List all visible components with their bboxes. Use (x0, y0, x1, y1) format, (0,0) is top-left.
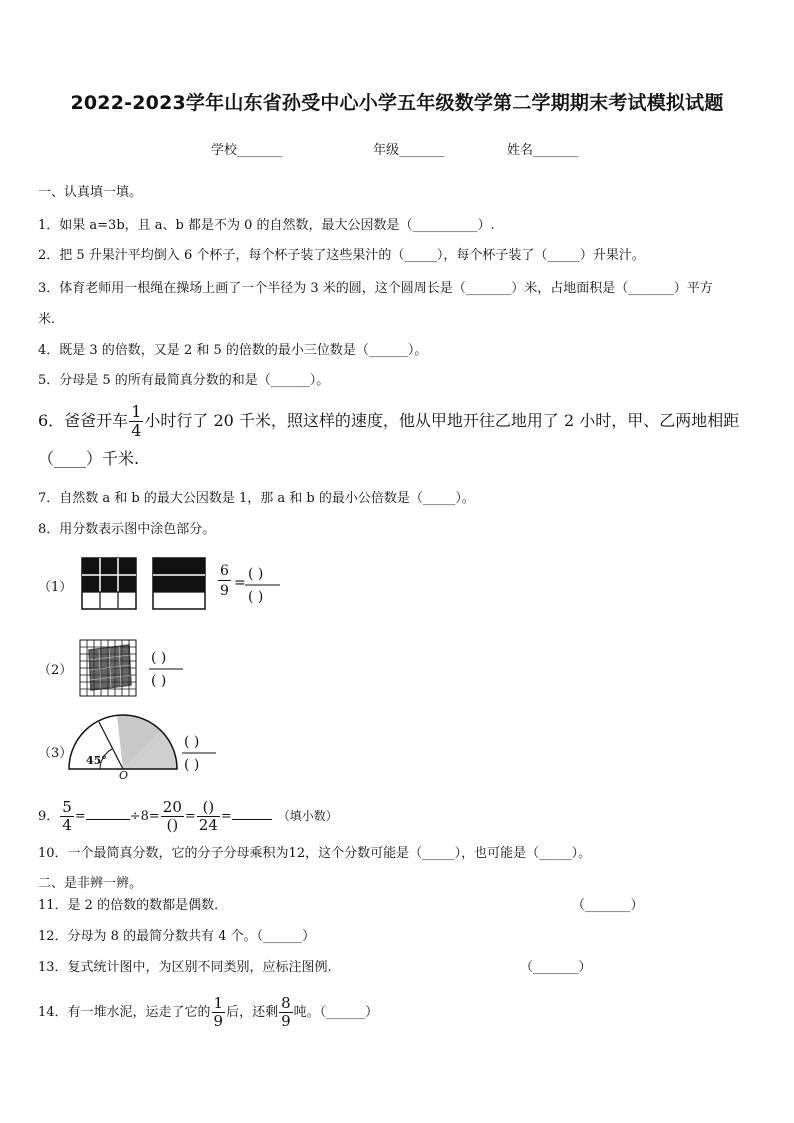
q9-f3-num[interactable]: () (197, 800, 220, 817)
question-8: 8．用分数表示图中涂色部分。 (38, 522, 216, 537)
q9-f1-num: 5 (62, 798, 72, 816)
q13-answer-blank[interactable]: （_______） (520, 960, 592, 975)
section-2-heading: 二、是非辨一辨。 (38, 876, 143, 891)
q14-f1-den: 9 (213, 1012, 224, 1030)
q8-1-equals: = (234, 575, 246, 591)
question-6-line-2: （____）千米. (38, 449, 140, 468)
q9-eq1: = (74, 809, 86, 824)
q8-3-blank-num[interactable]: ( ) (184, 734, 200, 750)
q9-f1-den: 4 (62, 816, 72, 834)
question-1: 1．如果 a=3b，且 a、b 都是不为 0 的自然数，最大公因数是（__________）. (38, 218, 495, 233)
q6-frac-num: 1 (131, 402, 142, 421)
grade-field[interactable]: 年级_______ (373, 143, 445, 158)
q8-1-frac-den: 9 (220, 583, 229, 599)
q9-note: （填小数） (277, 809, 338, 823)
q9-fraction-3 (197, 800, 220, 833)
q9-eq2: = (184, 809, 196, 824)
school-field[interactable]: 学校_______ (211, 143, 283, 158)
question-13: 13．复式统计图中，为区别不同类别，应标注图例. (38, 960, 332, 975)
q9-fraction-1 (60, 800, 74, 833)
q11-answer-blank[interactable]: （_______） (572, 898, 644, 913)
q9-div: ÷8= (129, 809, 160, 824)
question-7: 7．自然数 a 和 b 的最大公因数是 1，那 a 和 b 的最小公倍数是（_____）。 (38, 491, 475, 506)
question-5: 5．分母是 5 的所有最简真分数的和是（______）。 (38, 373, 330, 388)
q14-text-post: 吨。（______） (293, 1005, 379, 1020)
question-2: 2．把 5 升果汁平均倒入 6 个杯子，每个杯子装了这些果汁的（_____），每个杯子装了（_____）升果汁。 (38, 248, 645, 263)
page-title: 2022-2023学年山东省孙受中心小学五年级数学第二学期期末考试模拟试题 (70, 92, 724, 114)
q9-number: 9． (38, 809, 60, 824)
grid-tilted-square-figure (80, 640, 136, 696)
q8-1-frac-num: 6 (220, 563, 229, 579)
name-field[interactable]: 姓名_______ (507, 143, 579, 158)
q8-2-blank-den[interactable]: ( ) (151, 673, 167, 689)
question-12: 12．分母为 8 的最简分数共有 4 个。（______） (38, 929, 316, 944)
question-10: 10．一个最简真分数，它的分子分母乘积为12，这个分数可能是（_____），也可能是（_____）。 (38, 846, 592, 861)
q6-frac-den: 4 (131, 421, 142, 440)
q9-f2-den[interactable]: () (166, 816, 179, 834)
q6-text-pre: 6．爸爸开车 (38, 411, 129, 430)
q9-f2-num: 20 (162, 798, 182, 816)
question-11: 11．是 2 的倍数的数都是偶数． (38, 898, 228, 913)
q9-fraction-2 (161, 800, 184, 833)
q8-item-1-label: （1） (38, 580, 73, 595)
q14-fraction-2 (279, 996, 293, 1029)
angle-label: 45° (86, 754, 107, 767)
question-9 (38, 800, 338, 833)
strips-figure (153, 558, 205, 609)
q9-blank-1[interactable] (86, 807, 130, 820)
q9-blank-2[interactable] (232, 807, 272, 820)
question-3-line-1: 3．体育老师用一根绳在操场上画了一个半径为 3 米的圆，这个圆周长是（_______）米，占地面积是（_______）平方 (38, 281, 713, 296)
q14-f2-den: 9 (281, 1012, 291, 1030)
q8-2-blank-num[interactable]: ( ) (151, 650, 167, 666)
q8-3-blank-den[interactable]: ( ) (184, 757, 200, 773)
question-14 (38, 996, 378, 1029)
q14-fraction-1 (212, 996, 226, 1029)
origin-label: O (119, 769, 129, 782)
grid-3x3-figure (82, 558, 136, 609)
q8-item-3-label: （3） (38, 746, 73, 761)
q14-f1-num: 1 (213, 994, 224, 1012)
q14-f2-num: 8 (281, 994, 291, 1012)
q9-eq3: = (220, 809, 232, 824)
q6-text-post: 小时行了 20 千米，照这样的速度，他从甲地开往乙地用了 2 小时，甲、乙两地相距 (144, 411, 740, 430)
q14-text-mid: 后，还剩 (226, 1005, 279, 1020)
question-4: 4．既是 3 的倍数，又是 2 和 5 的倍数的最小三位数是（______）。 (38, 343, 428, 358)
q8-1-blank-den[interactable]: ( ) (248, 589, 264, 605)
q14-text-pre: 14．有一堆水泥，运走了它的 (38, 1005, 211, 1020)
q8-item-2-label: （2） (38, 663, 73, 678)
q8-1-blank-num[interactable]: ( ) (248, 566, 264, 582)
q9-f3-den: 24 (198, 816, 218, 834)
section-1-heading: 一、认真填一填。 (38, 185, 143, 200)
q8-1-fraction (218, 564, 231, 598)
question-3-line-2: 米. (38, 312, 56, 327)
